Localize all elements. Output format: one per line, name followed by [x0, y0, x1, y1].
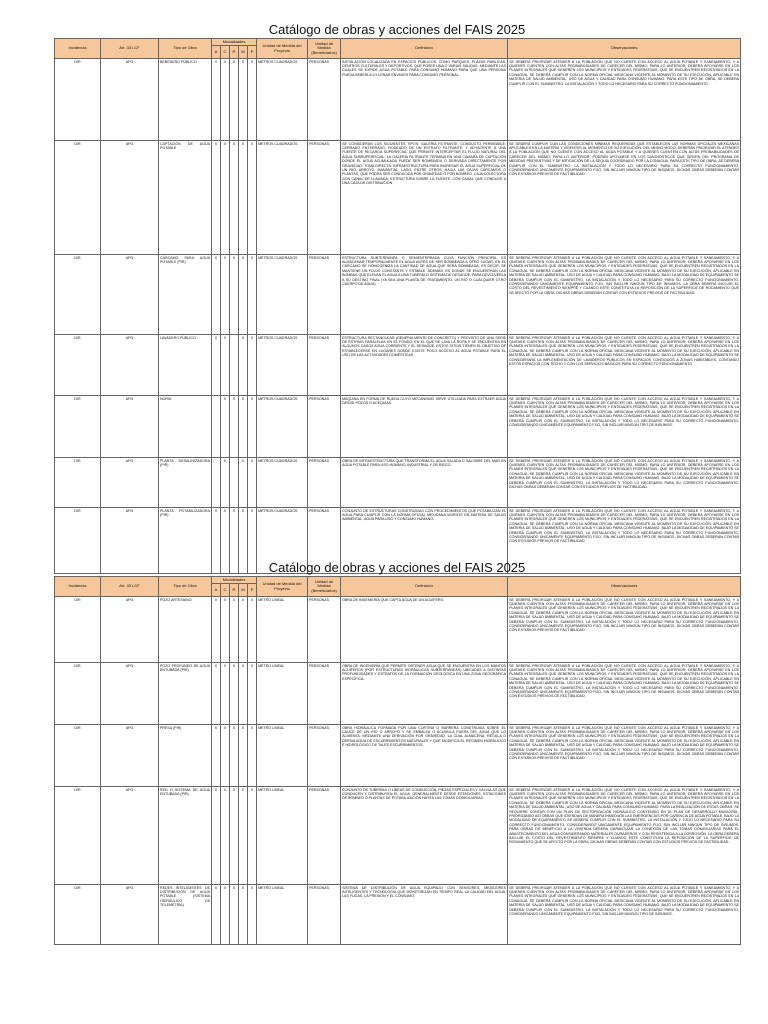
table-row [55, 725, 741, 787]
unidad-proyecto-cell: METRO LINEAL [257, 885, 308, 945]
col-mod-a: A [212, 46, 221, 59]
definicion-cell: CONJUNTO DE ESTRUCTURAS CONSTRUIDAS CON PROCEDIMIENTOS QUE POTABILIZAN EL AGUA PARA CUMPLIR CON LA NORMA OFICIAL MEXICANA VIGENTE EN MATERIA DE SALUD AMBIENTAL, AGUA PARA USO Y CONSUMO HUMANO. [341, 508, 508, 574]
beneficiarios-cell: PERSONAS [308, 141, 341, 255]
mod-p-cell: X [248, 508, 257, 574]
table-row [55, 597, 741, 663]
tipo-obra-cell: RED O SISTEMA DE AGUA ENTUBADA (PIR) [159, 787, 212, 885]
definicion-cell: ESTRUCTURA SUBTERRÁNEA O SEMIENTERRADA CUYA FUNCIÓN PRINCIPAL ES ALMACENAR TEMPORALMENTE EL AGUA ANTES DE SER BOMBEADA A OTRO LUGAR. EN EL CÁRCAMO SE HOMOGENIZA LA CANTIDAD DE AGUA QUE SERÁ BOMBEADA, ES DECIR, SE MANTIENE UN FLUJO CONSTANTE Y ESTABLE. ADEMÁS, ES DONDE SE ENCUENTRAN LAS BOMBAS QUE ELEVAN EL AGUA A UNA TUBERÍA O SISTEMA DE DESAGÜE, PARA DEVOLVERLA A SU DESTINO FINAL (YA SEA UNA PLANTA DE TRATAMIENTO, UN RÍO O CUALQUIER OTRO CUERPO DE AGUA). [341, 255, 508, 335]
mod-r-cell: X [230, 508, 239, 574]
beneficiarios-cell: PERSONAS [308, 458, 341, 508]
mod-r-cell: X [230, 141, 239, 255]
table-row [55, 335, 741, 396]
definicion-cell: ESTRUCTURA RECTANGULAR (GENERALMENTE DE CONCRETO) Y PROVISTO DE UNA SERIE DE ESTRIAS PARALELAS EN EL FONDO, EN EL QUE SE LAVA LA ROPA Y SE ENCUENTRA EN ALGUNOS CASOS AGUA CORRIENTE Y EL DESAGÜE. ESTOS SITIOS TIENEN EL OBJETIVO DE ESTABLECERSE EN LUGARES DONDE EXISTE POCO ACCESO AL AGUA POTABLE PARA EL USO DE LAS ACTIVIDADES DOMÉSTICAS. [341, 335, 508, 396]
mod-a-cell: X [212, 141, 221, 255]
beneficiarios-cell: PERSONAS [308, 59, 341, 141]
observaciones-cell: SE DEBERÁ PRIORIZAR ATENDER A LA POBLACIÓN QUE NO CUENTE CON ACCESO AL AGUA POTABLE Y SANEAMIENTO, Y A QUIENES CUENTEN CON ALTAS PROBABILIDADES DE CARECER DEL MISMO; PARA LO ANTERIOR, DEBERÁ APOYARSE EN LOS PLANES INTEGRALES QUE GENEREN LOS MUNICIPIOS Y ENTIDADES FEDERATIVAS, QUE SE ENCUENTREN REGISTRADOS EN LA CONAGUA. SE DEBERÁ CUMPLIR CON LA NORMA OFICIAL MEXICANA VIGENTE AL MOMENTO DE SU EJECUCIÓN, APLICABLE EN MATERIA DE SALUD AMBIENTAL, USO DE AGUA Y CALIDAD PARA CONSUMO HUMANO. BAJO LA MODALIDAD DE EQUIPAMIENTO SE DEBERÁ CUMPLIR CON EL SUMINISTRO, LA INSTALACIÓN Y TODO LO NECESARIO PARA SU CORRECTO FUNCIONAMIENTO, CONSIDERANDO ÚNICAMENTE EQUIPAMIENTO FIJO, SIN INCLUIR NINGÚN TIPO DE INSUMOS. [508, 885, 741, 945]
col-mod-a: A [212, 584, 221, 597]
tipo-obra-cell: PLANTA DESALINIZADORA (PIR) [159, 458, 212, 508]
col-mod-r: R [230, 584, 239, 597]
tipo-obra-cell: POZO PROFUNDO DE AGUA ENTUBADA (PIR) [159, 663, 212, 725]
table-row [55, 255, 741, 335]
mod-m-cell: X [239, 396, 248, 458]
tipo-obra-cell: POZO ARTESIANO [159, 597, 212, 663]
table-row [55, 787, 741, 885]
catalog-page-2 [54, 560, 740, 945]
definicion-cell: MÁQUINA EN FORMA DE RUEDA CUYO MECANISMO SIRVE UTILIZADA PARA EXTRAER AGUA DESDE POZOS O ACEQUIAS. [341, 396, 508, 458]
mod-a-cell: X [212, 597, 221, 663]
mod-a-cell: X [212, 255, 221, 335]
mod-m-cell: X [239, 663, 248, 725]
beneficiarios-cell: PERSONAS [308, 508, 341, 574]
mod-r-cell: X [230, 597, 239, 663]
definicion-cell: OBRA DE INGENIERÍA QUE CAPTA AGUA DE UN ACUÍFERO. [341, 597, 508, 663]
col-unidad-proyecto: Unidad de Medida del Proyecto [257, 577, 308, 597]
articulo-cell: APG [101, 396, 159, 458]
col-mod-m: M [239, 46, 248, 59]
unidad-proyecto-cell: METRO LINEAL [257, 663, 308, 725]
incidencia-cell: DIR [55, 885, 101, 945]
col-unidad-proyecto: Unidad de Medida del Proyecto [257, 39, 308, 59]
mod-p-cell: X [248, 885, 257, 945]
tipo-obra-cell: PRESA (PIR) [159, 725, 212, 787]
table-row [55, 396, 741, 458]
mod-m-cell: X [239, 255, 248, 335]
unidad-proyecto-cell: METROS CUADRADOS [257, 59, 308, 141]
col-articulo: Art. 33 LCF [101, 39, 159, 59]
articulo-cell: APG [101, 787, 159, 885]
incidencia-cell: DIR [55, 255, 101, 335]
definicion-cell: SISTEMA DE DISTRIBUCIÓN DE AGUA EQUIPADO CON SENSORES, MEDIDORES INTELIGENTES Y TECNOLOGÍA QUE MONITORIZAN EN TIEMPO REAL LA CALIDAD DEL AGUA, LAS FUGAS, LA PRESIÓN Y EL CONSUMO. [341, 885, 508, 945]
incidencia-cell: DIR [55, 725, 101, 787]
incidencia-cell: DIR [55, 141, 101, 255]
tipo-obra-cell: CAPTACIÓN DE AGUA POTABLE [159, 141, 212, 255]
definicion-cell: INSTALACIÓN LOCALIZADA EN ESPACIOS PÚBLICOS, COMO PARQUES, PLAZAS PÚBLICAS, CENTROS CULTURALES Y DEPORTIVOS, QUE POSEE UNA O VARIAS SALIDAS, MEDIANTE LAS CUALES SE EXPIDE AGUA POTABLE PARA CONSUMO HUMANO PARA QUE UNA PERSONA PUEDA BEBERLA O LLENAR ENVASES PARA CONSUMO PERSONAL. [341, 59, 508, 141]
observaciones-cell: SE DEBERÁ PRIORIZAR ATENDER A LA POBLACIÓN QUE NO CUENTE CON ACCESO AL AGUA POTABLE Y SANEAMIENTO, Y A QUIENES CUENTEN CON ALTAS PROBABILIDADES DE CARECER DEL MISMO; PARA LO ANTERIOR, DEBERÁ APOYARSE EN LOS PLANES INTEGRALES QUE GENEREN LOS MUNICIPIOS Y ENTIDADES FEDERATIVAS, QUE SE ENCUENTREN REGISTRADOS EN LA CONAGUA. SE DEBERÁ CUMPLIR CON LA NORMA OFICIAL MEXICANA VIGENTE AL MOMENTO DE SU EJECUCIÓN, APLICABLE EN MATERIA DE SALUD AMBIENTAL, USO DE AGUA Y CALIDAD PARA CONSUMO HUMANO. PARA LA REALIZACIÓN DE ESTAS OBRAS, SE REQUIERE CONTAR CON UN PLAN DE SECTORIZACIÓN HIDRÁULICO CONTENIDO EN EL PLAN DE DESARROLLO MUNICIPAL, PRIORIZANDO ASÍ OBRAS QUE ATIENDAN DE MANERA INMEDIATA LAS EMERGENCIAS POR CARENCIA DE AGUA POTABLE. BAJO LA MODALIDAD DE EQUIPAMIENTO SE DEBERÁ CUMPLIR CON EL SUMINISTRO, LA INSTALACIÓN Y TODO LO NECESARIO PARA SU CORRECTO FUNCIONAMIENTO, CONSIDERANDO ÚNICAMENTE EQUIPAMIENTO FIJO, SIN INCLUIR NINGÚN TIPO DE INSUMOS. PARA OBRAS DE BENEFICIO A LA VIVIENDA DEBERÁ GARANTIZAR LA CONEXIÓN DE LAS TOMAS DOMICILIARIAS PARA EL ABASTECIMIENTO DEL AGUA CONSIDERANDO MATERIALES DURADEROS Y CON RESISTENCIA A LA CORROSIÓN. LA OBRA DEBERÁ INCLUIR EL COSTO DEL REVESTIMIENTO SIEMPRE Y CUANDO ESTE CONSTITUYA LA REPOSICIÓN DE LA SUPERFICIE DE RODAMIENTO QUE SE AFECTÓ POR LA OBRA. DICHAS OBRAS DEBERÁN CONTAR CON ESTUDIOS PREVIOS DE FACTIBILIDAD. [508, 787, 741, 885]
col-definicion: Definición [341, 577, 508, 597]
mod-r-cell [230, 458, 239, 508]
mod-m-cell: X [239, 885, 248, 945]
page-title: Catálogo de obras y acciones del FAIS 2025 [268, 560, 526, 575]
mod-c-cell: X [221, 59, 230, 141]
col-mod-p: P [248, 46, 257, 59]
incidencia-cell: DIR [55, 458, 101, 508]
page-title: Catálogo de obras y acciones del FAIS 2025 [268, 22, 526, 37]
unidad-proyecto-cell: METROS CUADRADOS [257, 255, 308, 335]
col-unidad-beneficiarios: Unidad de Medida (Beneficiarios) [308, 39, 341, 59]
tipo-obra-cell: REDES INTELIGENTES DE DISTRIBUCIÓN DE AGUA POTABLE (SISTEMA HIDRÁULICO DE TELEMETRÍA) [159, 885, 212, 945]
table-row [55, 141, 741, 255]
mod-m-cell: X [239, 141, 248, 255]
mod-r-cell: X [230, 787, 239, 885]
beneficiarios-cell: PERSONAS [308, 885, 341, 945]
definicion-cell: OBRA DE INGENIERÍA QUE PERMITE OBTENER AGUA QUE SE ENCUENTRA EN LOS MANTOS ACUÍFEROS (POR ESTRUCTURAS HIDRÁULICAS SUBTERRÁNEAS) UBICADAS A DISTINTAS PROFUNDIDADES Y ESTRATOS DE LA FORMACIÓN GEOLÓGICA EN UNA ZONA GEOGRÁFICA ESPECÍFICA. [341, 663, 508, 725]
incidencia-cell: DIR [55, 787, 101, 885]
mod-c-cell: X [221, 885, 230, 945]
tipo-obra-cell: BEBEDERO PÚBLICO [159, 59, 212, 141]
incidencia-cell: DIR [55, 597, 101, 663]
mod-p-cell: X [248, 59, 257, 141]
beneficiarios-cell: PERSONAS [308, 663, 341, 725]
observaciones-cell: SE DEBERÁ PRIORIZAR ATENDER A LA POBLACIÓN QUE NO CUENTE CON ACCESO AL AGUA POTABLE Y SANEAMIENTO, Y A QUIENES CUENTEN CON ALTAS PROBABILIDADES DE CARECER DEL MISMO; PARA LO ANTERIOR, DEBERÁ APOYARSE EN LOS PLANES INTEGRALES QUE GENEREN LOS MUNICIPIOS Y ENTIDADES FEDERATIVAS, QUE SE ENCUENTREN REGISTRADOS EN LA CONAGUA. SE DEBERÁ CUMPLIR CON LA NORMA OFICIAL MEXICANA VIGENTE AL MOMENTO DE SU EJECUCIÓN, APLICABLE EN MATERIA DE SALUD AMBIENTAL, USO DE AGUA Y CALIDAD PARA CONSUMO HUMANO. BAJO LA MODALIDAD DE EQUIPAMIENTO SE DEBERÁ CUMPLIR CON EL SUMINISTRO, LA INSTALACIÓN Y TODO LO NECESARIO PARA SU CORRECTO FUNCIONAMIENTO, CONSIDERANDO ÚNICAMENTE EQUIPAMIENTO FIJO, SIN INCLUIR NINGÚN TIPO DE INSUMOS. DICHAS OBRAS DEBERÁN CONTAR CON ESTUDIOS PREVIOS DE FACTIBILIDAD. [508, 508, 741, 574]
beneficiarios-cell: PERSONAS [308, 725, 341, 787]
tipo-obra-cell: NORIA [159, 396, 212, 458]
col-unidad-beneficiarios: Unidad de Medida (Beneficiarios) [308, 577, 341, 597]
observaciones-cell: SE DEBERÁ PRIORIZAR ATENDER A LA POBLACIÓN QUE NO CUENTE CON ACCESO AL AGUA POTABLE Y SANEAMIENTO, Y A QUIENES CUENTEN CON ALTAS PROBABILIDADES DE CARECER DEL MISMO; PARA LO ANTERIOR, DEBERÁ APOYARSE EN LOS PLANES INTEGRALES QUE GENEREN LOS MUNICIPIOS Y ENTIDADES FEDERATIVAS, QUE SE ENCUENTREN REGISTRADOS EN LA CONAGUA. SE DEBERÁ CUMPLIR CON LA NORMA OFICIAL MEXICANA VIGENTE AL MOMENTO DE SU EJECUCIÓN, APLICABLE EN MATERIA DE SALUD AMBIENTAL, USO DE AGUA Y CALIDAD PARA CONSUMO HUMANO. BAJO LA MODALIDAD DE EQUIPAMIENTO SE DEBERÁ CUMPLIR CON EL SUMINISTRO, LA INSTALACIÓN Y TODO LO NECESARIO PARA SU CORRECTO FUNCIONAMIENTO, CONSIDERANDO ÚNICAMENTE EQUIPAMIENTO FIJO, SIN INCLUIR NINGÚN TIPO DE INSUMOS. DICHAS OBRAS DEBERÁN CONTAR CON ESTUDIOS PREVIOS DE FACTIBILIDAD. [508, 597, 741, 663]
tipo-obra-cell: CÁRCAMO PARA AGUA POTABLE (PIR) [159, 255, 212, 335]
mod-p-cell: X [248, 597, 257, 663]
mod-r-cell: X [230, 885, 239, 945]
definicion-cell: OBRA HIDRÁULICA FORMADA POR UNA CORTINA O BARRERA CONSTRUIDA SOBRE EL CAUCE DE UN RÍO O ARROYO Y SE EMBALSA O ACUMULA FUERA DEL AGUA QUE LO ALIMENTA. MEDIANTE UNA DERIVACIÓN POR GRAVEDAD, LA CUAL ALMACENA, REGULA O DERIVA AGUA DE ESCURRIMIENTOS NATURALES Y QUE MODIFICA EL RÉGIMEN HIDRÁULICO E HIDROLÓGICO DE TALES ESCURRIMIENTOS. [341, 725, 508, 787]
unidad-proyecto-cell: METROS CUADRADOS [257, 458, 308, 508]
mod-r-cell: X [230, 59, 239, 141]
table-header [55, 577, 741, 597]
catalog-table [54, 38, 741, 574]
articulo-cell: APG [101, 885, 159, 945]
articulo-cell: APG [101, 458, 159, 508]
col-mod-p: P [248, 584, 257, 597]
mod-p-cell: X [248, 396, 257, 458]
col-tipo-obra: Tipo de Obra [159, 577, 212, 597]
unidad-proyecto-cell: METROS CUADRADOS [257, 335, 308, 396]
mod-a-cell: X [212, 335, 221, 396]
incidencia-cell: DIR [55, 396, 101, 458]
col-incidencia: Incidencia [55, 39, 101, 59]
definicion-cell: SE CONSIDERAN LOS SIGUIENTES TIPOS: GALERÍA FILTRANTE: CONDUCTO PERMEABLE, CERRADO ENTERRADO, RODEADO DE UN ESTRATO FILTRANTE, Y ADYACENTE A UNA FUENTE DE RECARGA SUPERFICIAL QUE PERMITE INTERCEPTAR EL FLUJO NATURAL DEL AGUA SUBSUPERFICIAL. LA GALERÍA FILTRANTE TERMINA EN UNA CÁMARA DE CAPTACIÓN DONDE EL AGUA ACUMULADA PUEDE SER BOMBEADA O DERIVADA DIRECTAMENTE POR GRAVEDAD. TOMA DIRECTA: INFRAESTRUCTURA PARA INGRESAR EL AGUA SUPERFICIAL DE UN RÍO, ARROYO, MANANTIAL, LAGO, ENTRE OTROS, HACIA LAS CAJAS CÁRCAMOS O PLANTAS, QUE PODRÁ SER CONDUCIDA POR GRAVEDAD O POR BOMBEO. CAJA COLECTORA CON CANAL DE LLAMADA: ESTRUCTURA SOBRE LA FUENTE, CON CANAL QUE CONDUCE A UNA CAJA DE DISTRIBUCIÓN. [341, 141, 508, 255]
beneficiarios-cell: PERSONAS [308, 255, 341, 335]
mod-m-cell: X [239, 787, 248, 885]
catalog-table [54, 576, 741, 945]
beneficiarios-cell: PERSONAS [308, 787, 341, 885]
col-mod-c: C [221, 46, 230, 59]
mod-a-cell: X [212, 663, 221, 725]
table-row [55, 59, 741, 141]
mod-c-cell: X [221, 141, 230, 255]
table-row [55, 458, 741, 508]
articulo-cell: APG [101, 597, 159, 663]
articulo-cell: APG [101, 725, 159, 787]
mod-a-cell [212, 458, 221, 508]
mod-r-cell [230, 335, 239, 396]
col-mod-m: M [239, 584, 248, 597]
unidad-proyecto-cell: METROS CUADRADOS [257, 508, 308, 574]
table-row [55, 885, 741, 945]
table-header [55, 39, 741, 59]
mod-a-cell: X [212, 885, 221, 945]
table-body [55, 59, 741, 574]
mod-m-cell: X [239, 597, 248, 663]
mod-p-cell: X [248, 458, 257, 508]
mod-p-cell: X [248, 663, 257, 725]
col-observaciones: Observaciones [508, 577, 741, 597]
mod-c-cell: X [221, 255, 230, 335]
mod-c-cell: X [221, 663, 230, 725]
observaciones-cell: SE DEBERÁ PRIORIZAR ATENDER A LA POBLACIÓN QUE NO CUENTE CON ACCESO AL AGUA POTABLE Y SANEAMIENTO, Y A QUIENES CUENTEN CON ALTAS PROBABILIDADES DE CARECER DEL MISMO; PARA LO ANTERIOR, DEBERÁ APOYARSE EN LOS PLANES INTEGRALES QUE GENEREN LOS MUNICIPIOS Y ENTIDADES FEDERATIVAS, QUE SE ENCUENTREN REGISTRADOS EN LA CONAGUA. SE DEBERÁ CUMPLIR CON LA NORMA OFICIAL MEXICANA VIGENTE AL MOMENTO DE SU EJECUCIÓN, APLICABLE EN MATERIA DE SALUD AMBIENTAL, USO DE AGUA Y CALIDAD PARA CONSUMO HUMANO. BAJO LA MODALIDAD DE EQUIPAMIENTO SE DEBERÁ CUMPLIR CON EL SUMINISTRO, LA INSTALACIÓN Y TODO LO NECESARIO PARA SU CORRECTO FUNCIONAMIENTO, CONSIDERANDO ÚNICAMENTE EQUIPAMIENTO FIJO, SIN INCLUIR NINGÚN TIPO DE INSUMOS. [508, 396, 741, 458]
articulo-cell: APG [101, 663, 159, 725]
catalog-page-1 [54, 22, 740, 574]
mod-p-cell: X [248, 141, 257, 255]
col-mod-r: R [230, 46, 239, 59]
mod-a-cell: X [212, 725, 221, 787]
mod-r-cell: X [230, 663, 239, 725]
beneficiarios-cell: PERSONAS [308, 396, 341, 458]
mod-m-cell: X [239, 59, 248, 141]
mod-p-cell: X [248, 335, 257, 396]
definicion-cell: OBRA DE INFRAESTRUCTURA QUE TRANSFORMA EL AGUA SALADA O SALOBRE DEL MAR EN AGUA POTABLE PARA USO HUMANO, INDUSTRIAL Y DE RIEGO. [341, 458, 508, 508]
col-tipo-obra: Tipo de Obra [159, 39, 212, 59]
mod-c-cell: X [221, 508, 230, 574]
mod-c-cell: X [221, 725, 230, 787]
observaciones-cell: SE DEBERÁ PRIORIZAR ATENDER A LA POBLACIÓN QUE NO CUENTE CON ACCESO AL AGUA POTABLE Y SANEAMIENTO, Y A QUIENES CUENTEN CON ALTAS PROBABILIDADES DE CARECER DEL MISMO; PARA LO ANTERIOR, DEBERÁ APOYARSE EN LOS PLANES INTEGRALES QUE GENEREN LOS MUNICIPIOS Y ENTIDADES FEDERATIVAS, QUE SE ENCUENTREN REGISTRADOS EN LA CONAGUA. SE DEBERÁ CUMPLIR CON LA NORMA OFICIAL MEXICANA VIGENTE AL MOMENTO DE SU EJECUCIÓN, APLICABLE EN MATERIA DE SALUD AMBIENTAL, USO DE AGUA Y CALIDAD PARA CONSUMO HUMANO. BAJO LA MODALIDAD DE EQUIPAMIENTO SE DEBERÁ CUMPLIR CON EL SUMINISTRO, LA INSTALACIÓN Y TODO LO NECESARIO PARA SU CORRECTO FUNCIONAMIENTO, CONSIDERANDO ÚNICAMENTE EQUIPAMIENTO FIJO, SIN INCLUIR NINGÚN TIPO DE INSUMOS. LA OBRA DEBERÁ INCLUIR EL COSTO DEL REVESTIMIENTO SIEMPRE Y CUANDO ESTE CONSTITUYA LA REPOSICIÓN DE LA SUPERFICIE DE RODAMIENTO QUE SE AFECTÓ POR LA OBRA. DICHAS OBRAS DEBERÁN CONTAR CON ESTUDIOS PREVIOS DE FACTIBILIDAD. [508, 255, 741, 335]
observaciones-cell: SE DEBERÁ PRIORIZAR ATENDER A LA POBLACIÓN QUE NO CUENTE CON ACCESO AL AGUA POTABLE Y SANEAMIENTO, Y A QUIENES CUENTEN CON ALTAS PROBABILIDADES DE CARECER DEL MISMO; PARA LO ANTERIOR, DEBERÁ APOYARSE EN LOS PLANES INTEGRALES QUE GENEREN LOS MUNICIPIOS Y ENTIDADES FEDERATIVAS, QUE SE ENCUENTREN REGISTRADOS EN LA CONAGUA. SE DEBERÁ CUMPLIR CON LA NORMA OFICIAL MEXICANA VIGENTE AL MOMENTO DE SU EJECUCIÓN, APLICABLE EN MATERIA DE SALUD AMBIENTAL, USO DE AGUA Y CALIDAD PARA CONSUMO HUMANO. BAJO LA MODALIDAD DE EQUIPAMIENTO SE DEBERÁ CUMPLIR CON EL SUMINISTRO, LA INSTALACIÓN Y TODO LO NECESARIO PARA SU CORRECTO FUNCIONAMIENTO, CONSIDERANDO ÚNICAMENTE EQUIPAMIENTO FIJO, SIN INCLUIR NINGÚN TIPO DE INSUMOS. DICHAS OBRAS DEBERÁN CONTAR CON ESTUDIOS PREVIOS DE FACTIBILIDAD. [508, 663, 741, 725]
mod-c-cell: X [221, 458, 230, 508]
mod-p-cell: X [248, 787, 257, 885]
articulo-cell: APG [101, 508, 159, 574]
col-definicion: Definición [341, 39, 508, 59]
unidad-proyecto-cell: METRO LINEAL [257, 725, 308, 787]
observaciones-cell: SE DEBERÁ PRIORIZAR ATENDER A LA POBLACIÓN QUE NO CUENTE CON ACCESO AL AGUA POTABLE Y SANEAMIENTO, Y A QUIENES CUENTEN CON ALTAS PROBABILIDADES DE CARECER DEL MISMO; PARA LO ANTERIOR, DEBERÁ APOYARSE EN LOS PLANES INTEGRALES QUE GENEREN LOS MUNICIPIOS Y ENTIDADES FEDERATIVAS, QUE SE ENCUENTREN REGISTRADOS EN LA CONAGUA. SE DEBERÁ CUMPLIR CON LA NORMA OFICIAL MEXICANA VIGENTE AL MOMENTO DE SU EJECUCIÓN, APLICABLE EN MATERIA DE SALUD AMBIENTAL, USO DE AGUA Y CALIDAD PARA CONSUMO HUMANO. BAJO LA MODALIDAD DE EQUIPAMIENTO SE CONSIDERARÁ LA IMPLEMENTACIÓN DE LAVADEROS PÚBLICOS EN ESPACIOS CONTIGUOS A ZONAS HABITABLES, CONTANDO ESTOS ESPACIOS CON TECHO Y CON LOS SERVICIOS BÁSICOS PARA SU CORRECTO FUNCIONAMIENTO. [508, 335, 741, 396]
mod-a-cell: X [212, 787, 221, 885]
articulo-cell: APG [101, 141, 159, 255]
mod-m-cell: X [239, 725, 248, 787]
col-mod-c: C [221, 584, 230, 597]
incidencia-cell: DIR [55, 508, 101, 574]
mod-p-cell: X [248, 255, 257, 335]
col-observaciones: Observaciones [508, 39, 741, 59]
incidencia-cell: DIR [55, 59, 101, 141]
mod-r-cell: X [230, 255, 239, 335]
mod-c-cell: X [221, 787, 230, 885]
mod-r-cell: X [230, 396, 239, 458]
unidad-proyecto-cell: METRO LINEAL [257, 787, 308, 885]
definicion-cell: CONJUNTO DE TUBERÍAS O LÍNEAS DE CONDUCCIÓN, PIEZAS ESPECIALES Y VÁLVULAS QUE CONDUCEN Y DISTRIBUYEN EL AGUA, GENERALMENTE DESDE ESTACIONES, ESTACIONES DE BOMBEO O PLANTAS DE POTABILIZACIÓN HASTA LAS TOMAS DOMICILIARIAS. [341, 787, 508, 885]
incidencia-cell: DIR [55, 335, 101, 396]
observaciones-cell: SE DEBERÁ PRIORIZAR ATENDER A LA POBLACIÓN QUE NO CUENTE CON ACCESO AL AGUA POTABLE Y SANEAMIENTO, Y A QUIENES CUENTEN CON ALTAS PROBABILIDADES DE CARECER DEL MISMO; PARA LO ANTERIOR, DEBERÁ APOYARSE EN LOS PLANES INTEGRALES QUE GENEREN LOS MUNICIPIOS Y ENTIDADES FEDERATIVAS, QUE SE ENCUENTREN REGISTRADOS EN LA CONAGUA. SE DEBERÁ CUMPLIR CON LA NORMA OFICIAL MEXICANA VIGENTE AL MOMENTO DE SU EJECUCIÓN, APLICABLE EN MATERIA DE SALUD AMBIENTAL, USO DE AGUA Y CALIDAD PARA CONSUMO HUMANO. BAJO LA MODALIDAD DE EQUIPAMIENTO SE DEBERÁ CUMPLIR CON EL SUMINISTRO, LA INSTALACIÓN Y TODO LO NECESARIO PARA SU CORRECTO FUNCIONAMIENTO, CONSIDERANDO ÚNICAMENTE EQUIPAMIENTO FIJO, SIN INCLUIR NINGÚN TIPO DE INSUMOS. DICHAS OBRAS DEBERÁN CONTAR CON ESTUDIOS PREVIOS DE FACTIBILIDAD. [508, 725, 741, 787]
mod-m-cell: X [239, 458, 248, 508]
mod-a-cell: X [212, 508, 221, 574]
observaciones-cell: SE DEBERÁ PRIORIZAR ATENDER A LA POBLACIÓN QUE NO CUENTE CON ACCESO AL AGUA POTABLE Y SANEAMIENTO, Y A QUIENES CUENTEN CON ALTAS PROBABILIDADES DE CARECER DEL MISMO; PARA LO ANTERIOR, DEBERÁ APOYARSE EN LOS PLANES INTEGRALES QUE GENEREN LOS MUNICIPIOS Y ENTIDADES FEDERATIVAS, QUE SE ENCUENTREN REGISTRADOS EN LA CONAGUA. SE DEBERÁ CUMPLIR CON LA NORMA OFICIAL MEXICANA VIGENTE AL MOMENTO DE SU EJECUCIÓN, APLICABLE EN MATERIA DE SALUD AMBIENTAL, USO DE AGUA Y CALIDAD PARA CONSUMO HUMANO. PARA ESTE TIPO DE OBRA, SE DEBERÁ CUMPLIR CON EL SUMINISTRO, LA INSTALACIÓN Y TODO LO NECESARIO PARA SU CORRECTO FUNCIONAMIENTO. [508, 59, 741, 141]
mod-m-cell: X [239, 508, 248, 574]
table-row [55, 663, 741, 725]
articulo-cell: APG [101, 59, 159, 141]
tipo-obra-cell: PLANTA POTABILIZADORA (PIR) [159, 508, 212, 574]
mod-a-cell [212, 396, 221, 458]
mod-p-cell: X [248, 725, 257, 787]
mod-r-cell: X [230, 725, 239, 787]
articulo-cell: APG [101, 335, 159, 396]
mod-m-cell: X [239, 335, 248, 396]
beneficiarios-cell: PERSONAS [308, 335, 341, 396]
mod-c-cell: X [221, 396, 230, 458]
unidad-proyecto-cell: METRO LINEAL [257, 597, 308, 663]
unidad-proyecto-cell: METROS CUADRADOS [257, 141, 308, 255]
mod-c-cell: X [221, 335, 230, 396]
incidencia-cell: DIR [55, 663, 101, 725]
articulo-cell: APG [101, 255, 159, 335]
beneficiarios-cell: PERSONAS [308, 597, 341, 663]
col-articulo: Art. 33 LCF [101, 577, 159, 597]
observaciones-cell: SE DEBERÁ CUMPLIR CON LAS CONDICIONES MÍNIMAS REQUERIDAS QUE ESTABLECEN LAS NORMAS OFICIALES MEXICANAS APLICABLES EN LA MATERIA Y VIGENTES AL MOMENTO DE SU EJECUCIÓN. DEL MISMO MODO, DEBERÁN PRIORIZAR EL ATENDER A LA POBLACIÓN QUE NO CUENTE CON ACCESO AL AGUA POTABLE Y A QUIENES CUENTEN CON ALTAS PROBABILIDADES DE CARECER DEL MISMO; PARA LO ANTERIOR, PODRÁN APOYARSE EN LOS DIAGNÓSTICOS QUE SIRVEN DEL PROGRAMA DE MEDIDAS PREVENTIVAS Y DE MITIGACIÓN DE LA SEQUÍA COORDINADO POR LA CONAGUA. PARA ESTE TIPO DE OBRA, SE DEBERÁ CUMPLIR CON EL SUMINISTRO, LA INSTALACIÓN Y TODO LO NECESARIO PARA SU CORRECTO FUNCIONAMIENTO, CONSIDERANDO ÚNICAMENTE EQUIPAMIENTO FIJO, SIN INCLUIR NINGÚN TIPO DE INSUMOS. DICHAS OBRAS DEBERÁN CONTAR CON ESTUDIOS PREVIOS DE FACTIBILIDAD. [508, 141, 741, 255]
col-modalidades: Modalidades [212, 39, 257, 46]
col-incidencia: Incidencia [55, 577, 101, 597]
col-modalidades: Modalidades [212, 577, 257, 584]
mod-a-cell: X [212, 59, 221, 141]
observaciones-cell: SE DEBERÁ PRIORIZAR ATENDER A LA POBLACIÓN QUE NO CUENTE CON ACCESO AL AGUA POTABLE Y SANEAMIENTO, Y A QUIENES CUENTEN CON ALTAS PROBABILIDADES DE CARECER DEL MISMO; PARA LO ANTERIOR, DEBERÁ APOYARSE EN LOS PLANES INTEGRALES QUE GENEREN LOS MUNICIPIOS Y ENTIDADES FEDERATIVAS, QUE SE ENCUENTREN REGISTRADOS EN LA CONAGUA. SE DEBERÁ CUMPLIR CON LA NORMA OFICIAL MEXICANA VIGENTE AL MOMENTO DE SU EJECUCIÓN, APLICABLE EN MATERIA DE SALUD AMBIENTAL, USO DE AGUA Y CALIDAD PARA CONSUMO HUMANO. BAJO LA MODALIDAD DE EQUIPAMIENTO SE DEBERÁ CUMPLIR CON EL SUMINISTRO, LA INSTALACIÓN Y TODO LO NECESARIO PARA SU CORRECTO FUNCIONAMIENTO. DICHAS OBRAS DEBERÁN CONTAR CON ESTUDIOS PREVIOS DE FACTIBILIDAD. [508, 458, 741, 508]
unidad-proyecto-cell: METROS CUADRADOS [257, 396, 308, 458]
tipo-obra-cell: LAVADERO PÚBLICO [159, 335, 212, 396]
mod-c-cell: X [221, 597, 230, 663]
table-body [55, 597, 741, 945]
